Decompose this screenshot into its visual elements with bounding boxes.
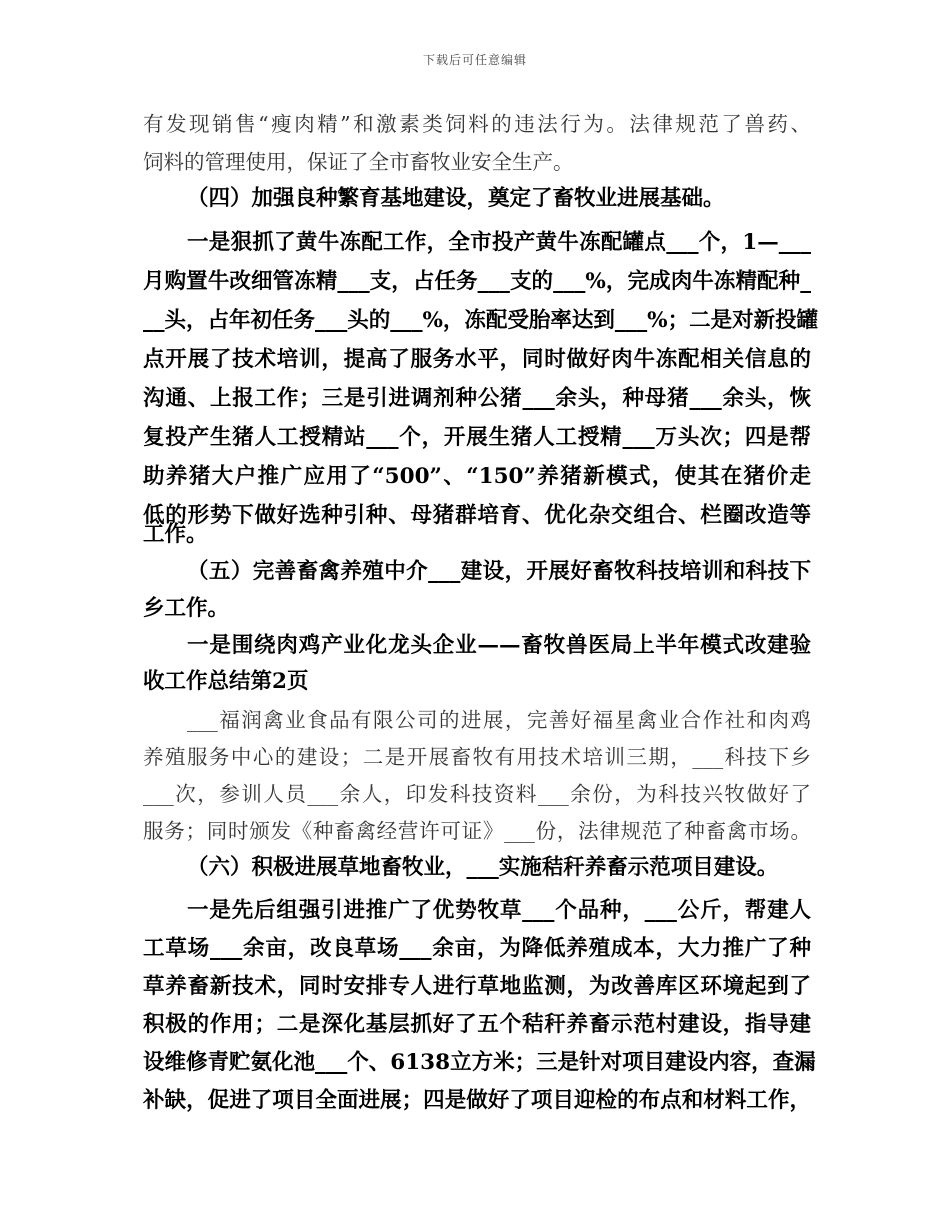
text-line: ___次，参训人员___余人，印发科技资料___余份，为科技兴牧做好了 (143, 782, 811, 806)
text-line: ___福润禽业食品有限公司的进展，完善好福星禽业合作社和肉鸡 (187, 708, 811, 732)
text-line: 复投产生猪人工授精站___个，开展生猪人工授精___万头次；四是帮 (143, 425, 811, 450)
text-line: 设维修青贮氨化池___个、6138立方米；三是针对项目建设内容，查漏 (143, 1050, 816, 1075)
text-line: 有发现销售“瘦肉精”和激素类饲料的违法行为。法律规范了兽药、 (143, 112, 811, 136)
text-line: 一是围绕肉鸡产业化龙头企业——畜牧兽医局上半年模式改建验 (187, 633, 811, 658)
text-line: 低的形势下做好选种引种、母猪群培育、优化杂交组合、栏圈改造等 (143, 503, 811, 528)
section-heading: （五）完善畜禽养殖中介___建设，开展好畜牧科技培训和科技下 (187, 559, 811, 584)
text-line: 补缺，促进了项目全面进展；四是做好了项目迎检的布点和材料工作， (143, 1088, 811, 1113)
text-line: __头，占年初任务___头的___%，冻配受胎率达到___%；二是对新投罐 (143, 308, 819, 333)
text-line: 饲料的管理使用，保证了全市畜牧业安全生产。 (143, 150, 574, 174)
text-line: 沟通、上报工作；三是引进调剂种公猪___余头，种母猪___余头，恢 (143, 386, 811, 411)
text-line: 助养猪大户推广应用了“500”、“150”养猪新模式，使其在猪价走 (143, 464, 811, 489)
text-line: 月购置牛改细管冻精___支，占任务___支的___%，完成肉牛冻精配种_ (143, 269, 811, 294)
text-line: 一是先后组强引进推广了优势牧草___个品种，___公斤，帮建人 (187, 898, 811, 923)
page-marker: 收工作总结第2页 (143, 669, 309, 694)
section-heading: （四）加强良种繁育基地建设，奠定了畜牧业进展基础。 (187, 186, 725, 211)
text-line: 工草场___余亩，改良草场___余亩，为降低养殖成本，大力推广了种 (143, 936, 811, 961)
text-line: 一是狠抓了黄牛冻配工作，全市投产黄牛冻配罐点___个，1—___ (187, 230, 811, 255)
page-header: 下载后可任意编辑 (422, 53, 527, 67)
text-line: 服务；同时颁发《种畜禽经营许可证》___份，法律规范了种畜禽市场。 (143, 819, 811, 843)
text-line: 养殖服务中心的建设；二是开展畜牧有用技术培训三期，___科技下乡 (143, 745, 811, 769)
text-line: 草养畜新技术，同时安排专人进行草地监测，为改善库区环境起到了 (143, 974, 811, 999)
section-heading: 乡工作。 (143, 596, 230, 621)
text-line: 积极的作用；二是深化基层抓好了五个秸秆养畜示范村建设，指导建 (143, 1012, 811, 1037)
text-line: 工作。 (143, 522, 208, 547)
section-heading: （六）积极进展草地畜牧业，___实施秸秆养畜示范项目建设。 (187, 855, 779, 880)
text-line: 点开展了技术培训，提高了服务水平，同时做好肉牛冻配相关信息的 (143, 347, 811, 372)
